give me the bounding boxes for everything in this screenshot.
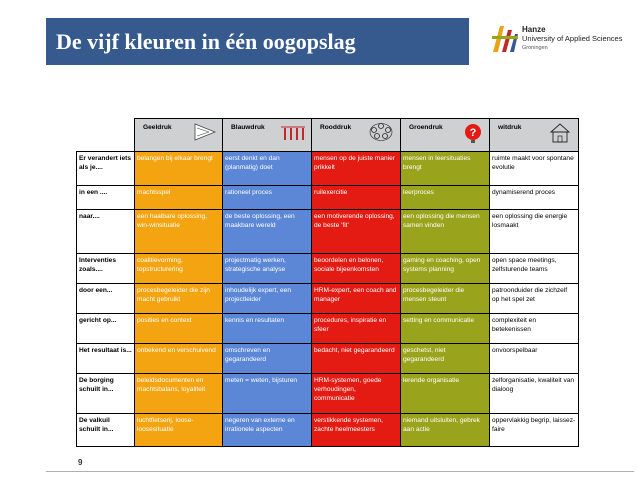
table-row — [77, 374, 579, 414]
cell-groen: gaming en coaching, open systems planning — [401, 254, 490, 284]
title-bar — [46, 18, 469, 65]
cell-wit: onvoorspelbaar — [490, 344, 579, 374]
header-label: Geeldruk — [143, 124, 172, 131]
table-header-row — [77, 119, 579, 152]
cell-groen: niemand uitsluiten, gebrek aan actie — [401, 414, 490, 447]
svg-text:?: ? — [469, 127, 477, 139]
cell-blauw: kennis en resultaten — [223, 314, 312, 344]
cell-wit: een oplossing die energie losmaakt — [490, 210, 579, 254]
cell-geel: coalitievorming, topstructurering — [135, 254, 223, 284]
cell-geel: luchtfietserij, loose-loosesituatie — [135, 414, 223, 447]
cell-rood: HRM-systemen, goede verhoudingen, communicatie — [312, 374, 401, 414]
cell-blauw: de beste oplossing, een maakbare wereld — [223, 210, 312, 254]
cell-blauw: inhoudelijk expert, een projectleider — [223, 284, 312, 314]
cell-wit: patroonduider die zichzelf op het spel zet — [490, 284, 579, 314]
logo-line3: Groningen — [522, 45, 548, 51]
row-head: De borging schuilt in... — [77, 374, 135, 414]
logo-line2: University of Applied Sciences — [522, 33, 623, 43]
page-number: 9 — [78, 458, 83, 467]
table-row — [77, 314, 579, 344]
header-geeldruk — [135, 119, 223, 152]
cell-wit: open space meetings, zelfsturende teams — [490, 254, 579, 284]
header-blauwdruk — [223, 119, 312, 152]
cell-blauw: projectmatig werken, strategische analyse — [223, 254, 312, 284]
cell-geel: onbekend en verschuivend — [135, 344, 223, 374]
table-row — [77, 186, 579, 210]
cell-blauw: negeren van externe en irrationele aspecten — [223, 414, 312, 447]
logo-line1: Hanze — [522, 25, 546, 34]
header-groendruk — [401, 119, 490, 152]
cell-wit: ruimte maakt voor spontane evolutie — [490, 152, 579, 186]
header-rooddruk — [312, 119, 401, 152]
cell-wit: oppervlakkig begrip, laissez-faire — [490, 414, 579, 447]
row-head: De valkuil schuilt in... — [77, 414, 135, 447]
cell-rood: beoordelen en belonen, sociale bijeenkomsten — [312, 254, 401, 284]
cell-blauw: rationeel proces — [223, 186, 312, 210]
cell-rood: een motiverende oplossing, de beste 'fit' — [312, 210, 401, 254]
header-label: Blauwdruk — [231, 124, 265, 131]
row-head: gericht op... — [77, 314, 135, 344]
people-group-icon — [368, 122, 394, 142]
cell-wit: dynamiserend proces — [490, 186, 579, 210]
cell-groen: leerproces — [401, 186, 490, 210]
hanze-logo-mark-icon — [490, 22, 520, 56]
cell-geel: belangen bij elkaar brengt — [135, 152, 223, 186]
row-head: door een... — [77, 284, 135, 314]
arrow-funnel-icon — [194, 122, 216, 142]
question-head-icon — [463, 122, 483, 144]
cell-geel: procesbegeleider die zijn macht gebruikt — [135, 284, 223, 314]
header-label: Groendruk — [409, 124, 443, 131]
cell-wit: zelforganisatie, kwaliteit van dialoog — [490, 374, 579, 414]
row-head: Interventies zoals.... — [77, 254, 135, 284]
cell-groen: procesbegeleider die mensen steunt — [401, 284, 490, 314]
row-head: Er verandert iets als je.... — [77, 152, 135, 186]
header-witdruk — [490, 119, 579, 152]
table-row — [77, 284, 579, 314]
cell-blauw: eerst denkt en dan (planmatig) doet — [223, 152, 312, 186]
cell-groen: lerende organisatie — [401, 374, 490, 414]
cell-geel: posities en context — [135, 314, 223, 344]
cell-rood: mensen op de juiste manier prikkelt — [312, 152, 401, 186]
header-label: witdruk — [498, 124, 522, 131]
table-row — [77, 254, 579, 284]
table-row — [77, 210, 579, 254]
cell-geel: beleidsdocumenten en machtsbalans, loyaliteit — [135, 374, 223, 414]
row-head: in een .... — [77, 186, 135, 210]
cell-groen: geschetst, niet gegarandeerd — [401, 344, 490, 374]
cell-groen: setting en communicatie — [401, 314, 490, 344]
cell-rood: procedures, inspiratie en sfeer — [312, 314, 401, 344]
cell-rood: verstikkende systemen, zachte heelmeesters — [312, 414, 401, 447]
logo-text — [522, 26, 622, 53]
table-row — [77, 344, 579, 374]
bars-icon — [281, 122, 305, 142]
table-row — [77, 152, 579, 186]
row-head: naar.... — [77, 210, 135, 254]
cell-rood: HRM-expert, een coach and manager — [312, 284, 401, 314]
cell-rood: bedacht, niet gegarandeerd — [312, 344, 401, 374]
house-icon — [548, 122, 572, 144]
cell-wit: complexiteit en betekenissen — [490, 314, 579, 344]
header-label: Rooddruk — [320, 124, 352, 131]
row-head: Het resultaat is... — [77, 344, 135, 374]
cell-blauw: meten = weten, bijsturen — [223, 374, 312, 414]
cell-groen: mensen in leersituaties brengt — [401, 152, 490, 186]
cell-groen: een oplossing die mensen samen vinden — [401, 210, 490, 254]
cell-geel: een haalbare oplossing, win-winsituatie — [135, 210, 223, 254]
page-title: De vijf kleuren in één oogopslag — [56, 29, 356, 54]
header-empty — [77, 119, 135, 152]
table-row — [77, 414, 579, 447]
cell-rood: ruilexercitie — [312, 186, 401, 210]
cell-geel: machtsspel — [135, 186, 223, 210]
footer-divider — [46, 471, 634, 472]
five-colors-table — [76, 118, 579, 447]
hanze-logo — [490, 20, 630, 60]
cell-blauw: omschreven en gegarandeerd — [223, 344, 312, 374]
